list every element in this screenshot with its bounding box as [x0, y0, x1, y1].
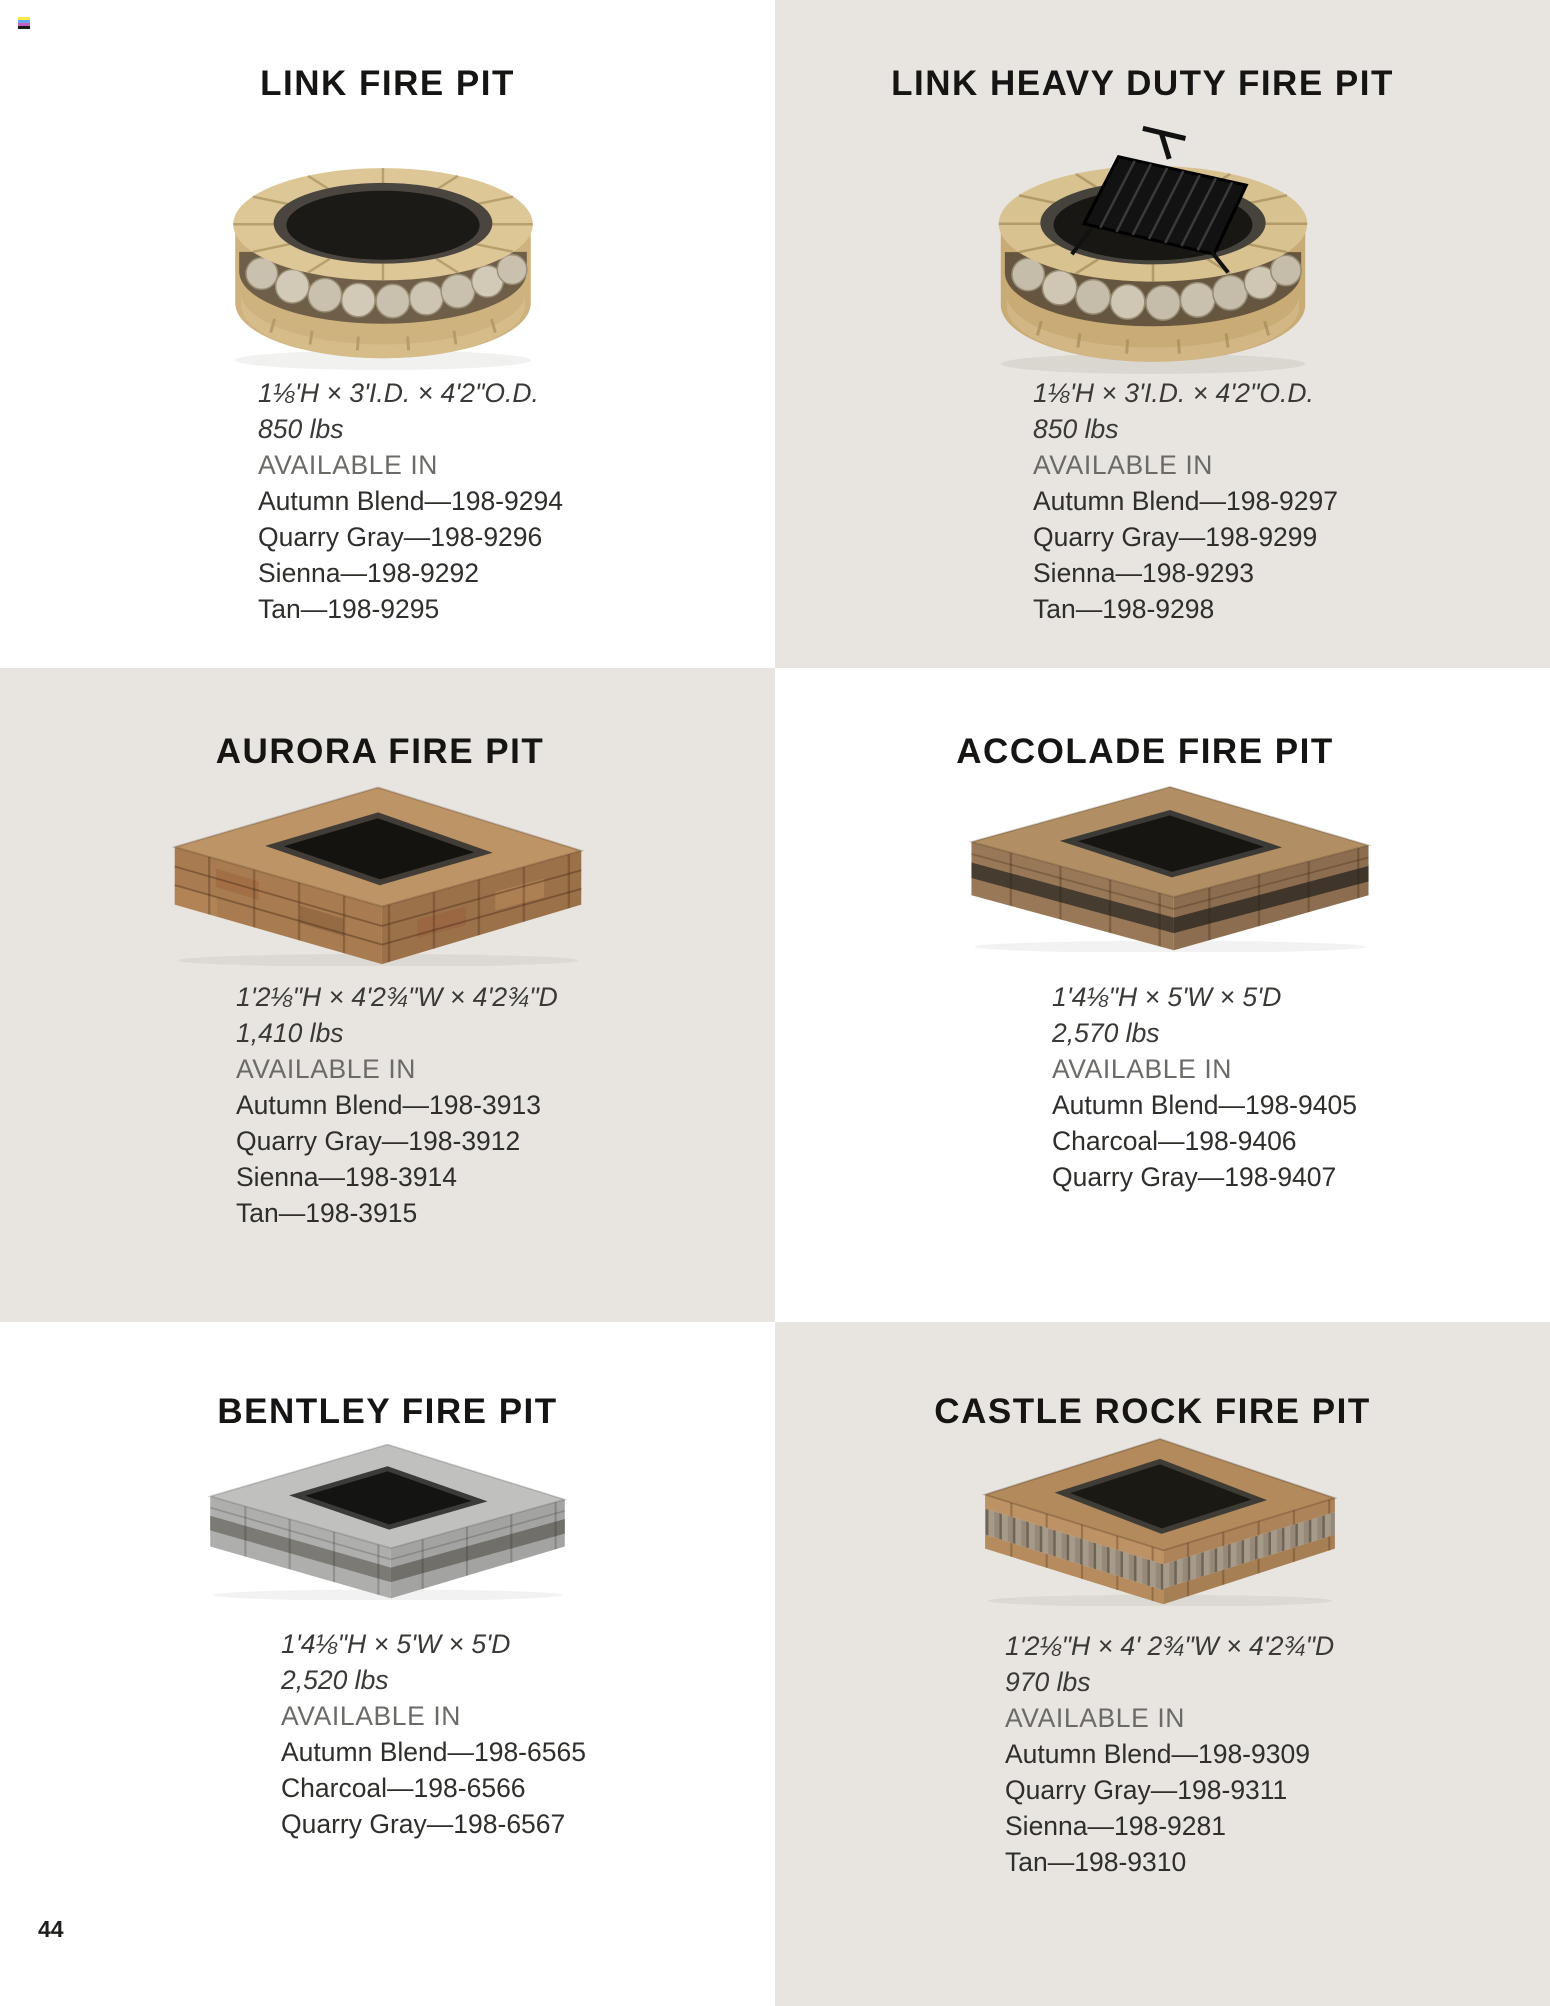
- product-specs: [281, 1626, 586, 1842]
- color-option: Quarry Gray—198-9299: [1033, 522, 1318, 552]
- product-title: AURORA FIRE PIT: [215, 732, 545, 771]
- spec-weight: 1,410 lbs: [236, 1018, 344, 1048]
- spec-dimensions: 1⅛'H × 3'I.D. × 4'2"O.D.: [1033, 378, 1314, 408]
- product-title: LINK HEAVY DUTY FIRE PIT: [891, 64, 1394, 103]
- color-option: Autumn Blend—198-9297: [1033, 486, 1338, 516]
- product-specs: [236, 979, 558, 1231]
- color-option: Charcoal—198-9406: [1052, 1126, 1297, 1156]
- color-option: Tan—198-9310: [1005, 1847, 1187, 1877]
- square-fire-pit-image: [200, 1438, 575, 1600]
- round-fire-pit-grill-image: [963, 102, 1343, 378]
- product-card-link-heavy-duty-fire-pit: [775, 0, 1550, 668]
- spec-dimensions: 1'4⅛"H × 5'W × 5'D: [1052, 982, 1282, 1012]
- product-card-link-fire-pit: [0, 0, 775, 668]
- available-in-label: AVAILABLE IN: [1005, 1703, 1186, 1733]
- color-option: Quarry Gray—198-6567: [281, 1809, 566, 1839]
- color-option: Sienna—198-3914: [236, 1162, 458, 1192]
- product-card-castle-rock-fire-pit: [775, 1322, 1550, 2006]
- color-option: Sienna—198-9292: [258, 558, 480, 588]
- product-specs: [1052, 979, 1357, 1195]
- color-option: Autumn Blend—198-9294: [258, 486, 563, 516]
- color-option: Autumn Blend—198-3913: [236, 1090, 541, 1120]
- square-fire-pit-image: [960, 780, 1380, 952]
- spec-dimensions: 1'2⅛"H × 4'2¾"W × 4'2¾"D: [236, 982, 558, 1012]
- product-specs: [258, 375, 563, 627]
- spec-weight: 2,520 lbs: [281, 1665, 389, 1695]
- page-number: 44: [38, 1916, 64, 1942]
- available-in-label: AVAILABLE IN: [1033, 450, 1214, 480]
- color-option: Tan—198-9298: [1033, 594, 1215, 624]
- spec-weight: 2,570 lbs: [1052, 1018, 1160, 1048]
- spec-weight: 850 lbs: [1033, 414, 1119, 444]
- product-card-accolade-fire-pit: [775, 668, 1550, 1322]
- color-option: Quarry Gray—198-3912: [236, 1126, 521, 1156]
- color-option: Charcoal—198-6566: [281, 1773, 526, 1803]
- round-fire-pit-image: [205, 106, 561, 374]
- square-fire-pit-image: [163, 780, 593, 966]
- color-option: Autumn Blend—198-6565: [281, 1737, 586, 1767]
- spec-dimensions: 1'2⅛"H × 4' 2¾"W × 4'2¾"D: [1005, 1631, 1335, 1661]
- color-option: Quarry Gray—198-9311: [1005, 1775, 1288, 1805]
- available-in-label: AVAILABLE IN: [236, 1054, 417, 1084]
- product-title: BENTLEY FIRE PIT: [217, 1392, 558, 1431]
- available-in-label: AVAILABLE IN: [258, 450, 439, 480]
- product-card-bentley-fire-pit: [0, 1322, 775, 2006]
- color-option: Autumn Blend—198-9309: [1005, 1739, 1310, 1769]
- product-specs: [1005, 1628, 1334, 1880]
- color-option: Quarry Gray—198-9296: [258, 522, 543, 552]
- color-option: Autumn Blend—198-9405: [1052, 1090, 1357, 1120]
- color-option: Tan—198-9295: [258, 594, 440, 624]
- spec-weight: 850 lbs: [258, 414, 344, 444]
- color-option: Tan—198-3915: [236, 1198, 418, 1228]
- spec-dimensions: 1⅛'H × 3'I.D. × 4'2"O.D.: [258, 378, 539, 408]
- available-in-label: AVAILABLE IN: [1052, 1054, 1233, 1084]
- spec-dimensions: 1'4⅛"H × 5'W × 5'D: [281, 1629, 511, 1659]
- color-option: Sienna—198-9281: [1005, 1811, 1227, 1841]
- available-in-label: AVAILABLE IN: [281, 1701, 462, 1731]
- product-title: CASTLE ROCK FIRE PIT: [934, 1392, 1371, 1431]
- color-option: Quarry Gray—198-9407: [1052, 1162, 1337, 1192]
- product-specs: [1033, 375, 1338, 627]
- spec-weight: 970 lbs: [1005, 1667, 1091, 1697]
- product-title: ACCOLADE FIRE PIT: [956, 732, 1334, 771]
- color-option: Sienna—198-9293: [1033, 558, 1255, 588]
- cobble-column-fire-pit-image: [975, 1432, 1345, 1606]
- product-card-aurora-fire-pit: [0, 668, 775, 1322]
- product-title: LINK FIRE PIT: [260, 64, 515, 103]
